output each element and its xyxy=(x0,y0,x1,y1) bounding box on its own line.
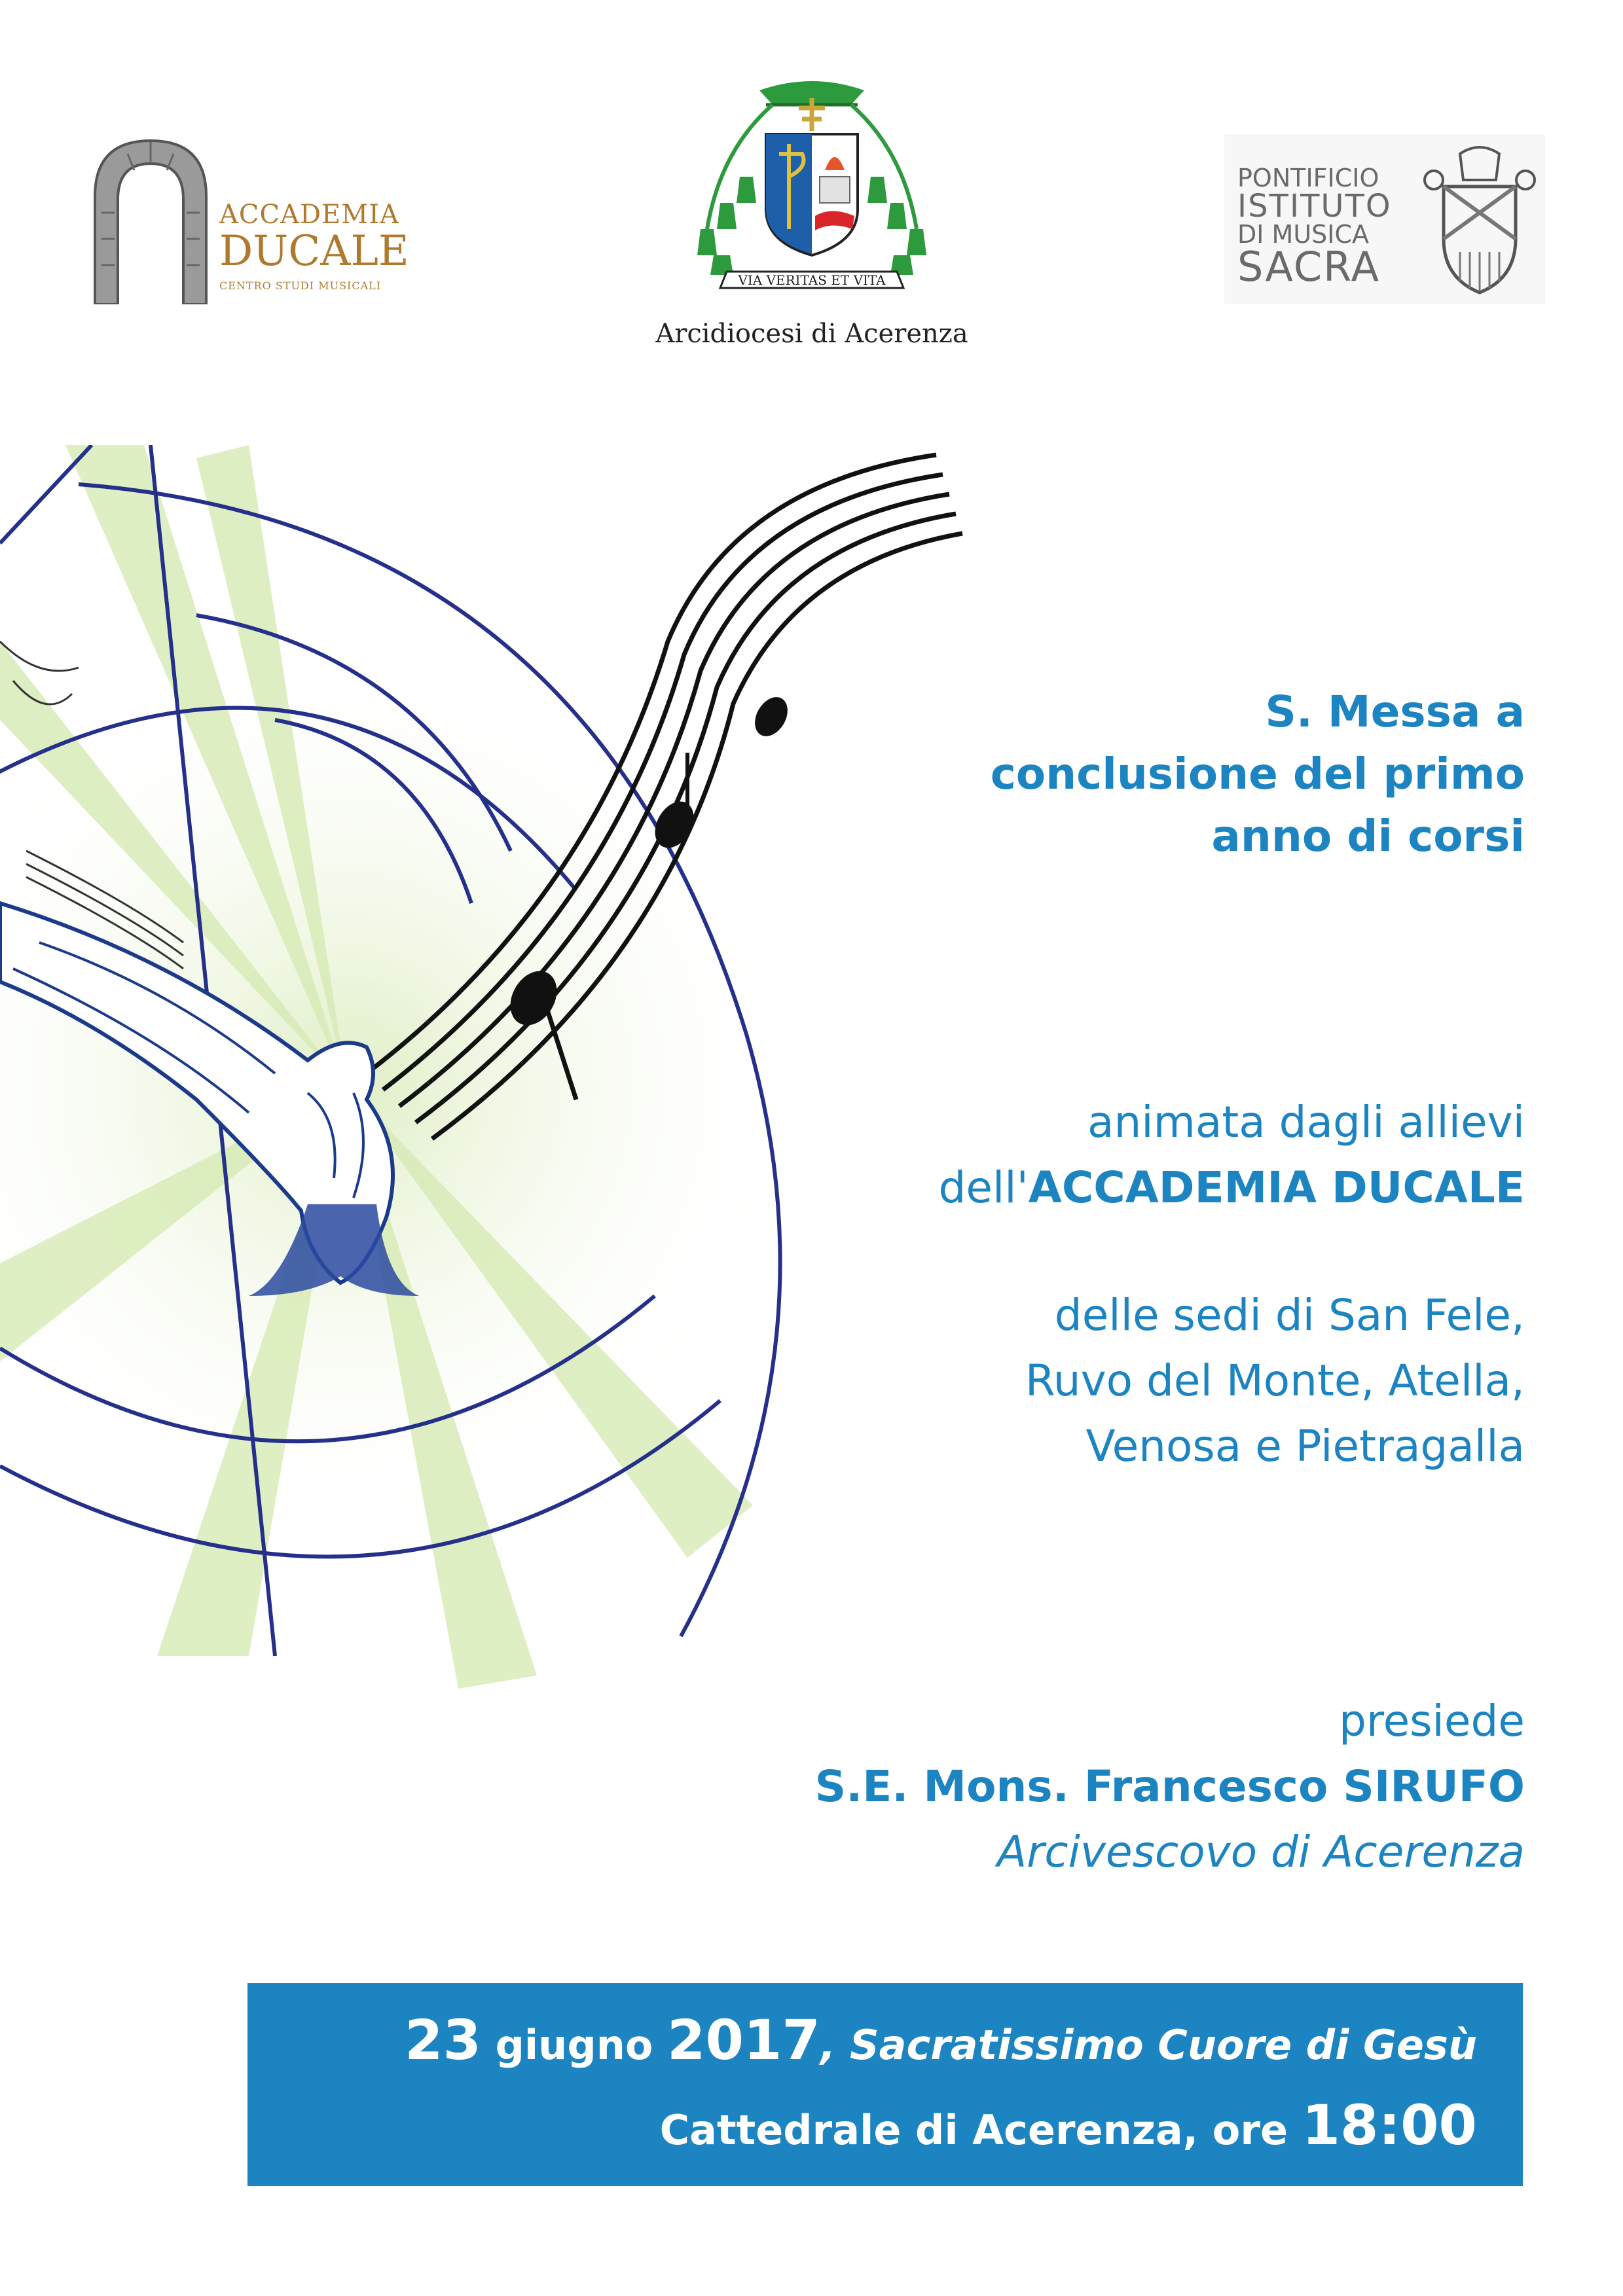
coat-of-arms-icon xyxy=(681,72,943,308)
ducale-line2: DUCALE xyxy=(219,227,409,276)
motto-text: VIA VERITAS ET VITA xyxy=(738,272,886,288)
arch-icon xyxy=(88,134,213,304)
title-line1: S. Messa a xyxy=(1265,687,1525,737)
date-year: 2017 xyxy=(667,2008,820,2072)
pims-line3: DI MUSICA xyxy=(1237,220,1370,249)
event-time: 18:00 xyxy=(1302,2093,1477,2157)
animata-line2 xyxy=(938,1155,1525,1221)
celebrant-role: Arcivescovo di Acerenza xyxy=(997,1827,1525,1877)
location-line xyxy=(660,2093,1477,2157)
presiede-label: presiede xyxy=(1338,1696,1525,1746)
date-line xyxy=(405,2008,1477,2072)
sedi-line3: Venosa e Pietragalla xyxy=(1085,1421,1525,1471)
date-feast: , Sacratissimo Cuore di Gesù xyxy=(820,2021,1477,2069)
dove-music-artwork xyxy=(0,445,1034,1702)
date-location-banner xyxy=(247,1983,1523,2186)
sedi-line1: delle sedi di San Fele, xyxy=(1054,1290,1525,1340)
pims-line4: SACRA xyxy=(1237,243,1381,291)
animata-prefix: dell' xyxy=(938,1162,1029,1213)
acerenza-coat-of-arms xyxy=(681,72,943,308)
sedi-line2: Ruvo del Monte, Atella, xyxy=(1025,1355,1525,1406)
animata-line1: animata dagli allievi xyxy=(1087,1097,1525,1147)
date-day: 23 xyxy=(405,2008,481,2072)
accademia-ducale-logo xyxy=(88,134,409,304)
date-month: giugno xyxy=(481,2021,668,2069)
pims-logo xyxy=(1224,134,1545,304)
celebrant-name: S.E. Mons. Francesco SIRUFO xyxy=(814,1761,1525,1812)
ducale-line3: CENTRO STUDI MUSICALI xyxy=(219,279,382,292)
title-line2: conclusione del primo xyxy=(990,749,1525,799)
title-line3: anno di corsi xyxy=(1211,811,1525,861)
papal-keys-crest-icon xyxy=(1421,141,1539,298)
ducale-line1: ACCADEMIA xyxy=(219,200,399,230)
accademia-name: ACCADEMIA DUCALE xyxy=(1028,1162,1525,1213)
location-place: Cattedrale di Acerenza, ore xyxy=(659,2106,1302,2154)
event-title xyxy=(991,681,1525,867)
presiede-block xyxy=(815,1689,1525,1885)
animata-block xyxy=(938,1090,1525,1221)
pims-line1: PONTIFICIO xyxy=(1237,164,1379,192)
pims-line2: ISTITUTO xyxy=(1237,188,1392,224)
acerenza-caption: Arcidiocesi di Acerenza xyxy=(655,319,968,349)
sedi-block xyxy=(1025,1283,1525,1479)
